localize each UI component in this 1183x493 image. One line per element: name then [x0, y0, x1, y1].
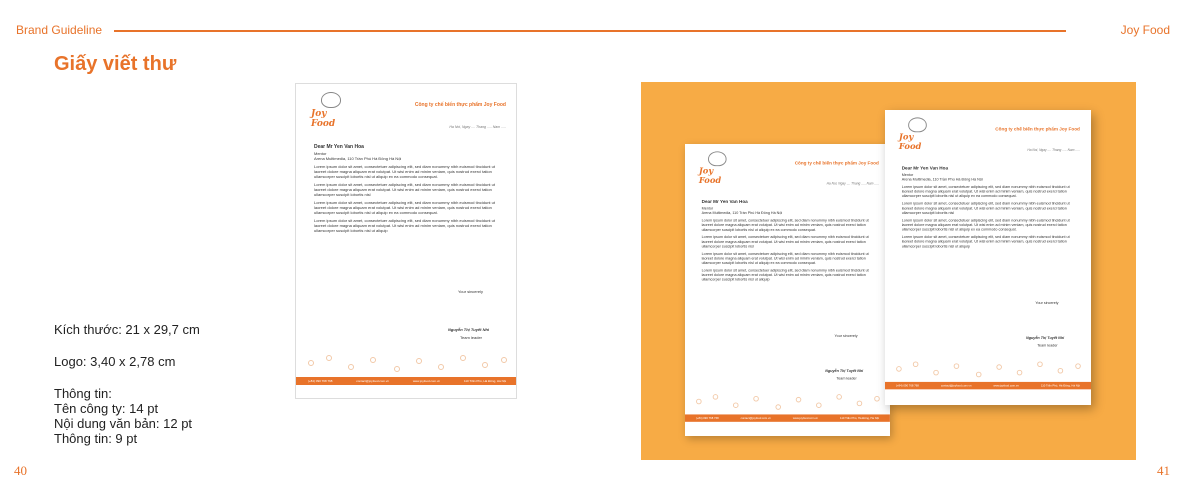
- recipient-role: Mentor: [901, 172, 914, 177]
- letter-body: [702, 199, 877, 281]
- recipient: Dear Mr Yen Van Hoa: [314, 144, 364, 150]
- paragraph-1: Lorem ipsum dolor sit amet, consectetuer adipiscing elit, sed diam nonummy nibh euismod tincidunt ut laoreet dolore magna aliquam erat volutpat. Ut wisi enim ad minim veniam, quis nostrud exerci tation ullamcorper suscipit lobortis nisl ut aliquip ex ea commodo consequat.: [901, 184, 1070, 199]
- chef-face-icon: [321, 92, 341, 108]
- company-name: Công ty chế biến thực phẩm Joy Food: [995, 126, 1080, 133]
- signer-role: Team leader: [836, 375, 857, 381]
- footer-phone: (+84) 090 768 768: [307, 379, 333, 383]
- letter-footer: [885, 382, 1091, 389]
- letterhead-mockup-front: [885, 110, 1091, 405]
- paragraph-3: Lorem ipsum dolor sit amet, consectetuer adipiscing elit, sed diam nonummy nibh euismod tincidunt ut laoreet dolore magna aliquam erat volutpat. Ut wisi enim ad minim veniam, quis nostrud exerci tation ullamcorper suscipit lobortis nisl ut aliquip ex ea commodo consequat.: [314, 200, 495, 215]
- closing: Your sincerely: [834, 333, 858, 338]
- chef-face-icon: [908, 117, 927, 132]
- logo-word: Joy Food: [311, 109, 336, 129]
- footer-address: 110 Trần Phú, Hà Đông, Hà Nội: [1040, 383, 1080, 388]
- recipient: Dear Mr Yen Van Hoa: [701, 199, 748, 205]
- footer-address: 110 Trần Phú, Hà Đông, Hà Nội: [840, 416, 879, 420]
- paragraph-4: Lorem ipsum dolor sit amet, consectetuer adipiscing elit, sed diam nonummy nibh euismod tincidunt ut laoreet dolore magna aliquam erat volutpat. Ut wisi enim ad minim veniam, quis nostrud exerci tation ullamcorper suscipit lobortis nisl ut aliquip: [901, 234, 1070, 249]
- logo-word: Joy Food: [898, 133, 922, 152]
- paragraph-2: Lorem ipsum dolor sit amet, consectetuer adipiscing elit, sed diam nonummy nibh euismod tincidunt ut laoreet dolore magna aliquam erat volutpat. Ut wisi enim ad minim veniam, quis nostrud exerci tation ullamcorper suscipit lobortis nisl: [901, 200, 1070, 215]
- specs: [54, 322, 200, 446]
- footer-email: contact@joyfood.com.vn: [740, 416, 771, 420]
- food-pattern: [885, 359, 1091, 379]
- letterhead-mockup-back: [685, 144, 890, 436]
- letter-footer: [296, 377, 517, 385]
- recipient-role: Mentor: [314, 151, 327, 156]
- food-pattern: [296, 352, 517, 374]
- page-title: Giấy viết thư: [54, 53, 177, 75]
- signer-name: Nguyễn Thị Tuyết Nhi: [448, 327, 490, 332]
- signer-role: Team leader: [1037, 342, 1058, 348]
- footer-web: www.joyfood.com.vn: [792, 416, 819, 420]
- date-line: Ha Noi, Ngay .... Thang ..... Nam .....: [449, 125, 506, 129]
- spec-logo: Logo: 3,40 x 2,78 cm: [54, 354, 176, 369]
- footer-phone: (+84) 090 768 768: [695, 416, 719, 420]
- paragraph-3: Lorem ipsum dolor sit amet, consectetuer adipiscing elit, sed diam nonummy nibh euismod tincidunt ut laoreet dolore magna aliquam erat volutpat. Ut wisi enim ad minim veniam, quis nostrud exerci tation ullamcorper suscipit lobortis nisl ut aliquip ex ea commodo consequat.: [701, 251, 869, 265]
- footer-email: contact@joyfood.com.vn: [356, 379, 390, 383]
- joy-food-logo: [311, 92, 351, 129]
- paragraph-1: Lorem ipsum dolor sit amet, consectetuer adipiscing elit, sed diam nonummy nibh euismod tincidunt ut laoreet dolore magna aliquam erat volutpat. Ut wisi enim ad minim veniam, quis nostrud exerci tation ullamcorper suscipit lobortis nisl ut aliquip ex ea commodo consequat.: [701, 217, 869, 232]
- closing: Your sincerely: [458, 289, 483, 294]
- footer-phone: (+84) 090 768 768: [896, 383, 919, 388]
- page-number-left: 40: [14, 463, 27, 478]
- logo-word: Joy Food: [698, 167, 722, 186]
- food-pattern: [685, 391, 890, 411]
- footer-web: www.joyfood.com.vn: [993, 383, 1019, 388]
- spec-size: Kích thước: 21 x 29,7 cm: [54, 322, 200, 337]
- paragraph-3: Lorem ipsum dolor sit amet, consectetuer adipiscing elit, sed diam nonummy nibh euismod tincidunt ut laoreet dolore magna aliquam erat volutpat. Ut wisi enim ad minim veniam, quis nostrud exerci tation ullamcorper suscipit lobortis nisl ut aliquip ex ea commodo consequat.: [901, 217, 1070, 232]
- page-number-right: 41: [1157, 463, 1170, 478]
- chef-face-icon: [708, 151, 726, 166]
- joy-food-logo: [899, 117, 936, 151]
- letter-body: [902, 166, 1078, 249]
- paragraph-1: Lorem ipsum dolor sit amet, consectetuer adipiscing elit, sed diam nonummy nibh euismod tincidunt ut laoreet dolore magna aliquam erat volutpat. Ut wisi enim ad minim veniam, quis nostrud exerci tation ullamcorper suscipit lobortis nisl ut aliquip ex ea commodo consequat.: [314, 164, 495, 179]
- spec-content-pt: Nội dung văn bản: 12 pt: [54, 416, 193, 431]
- signer-role: Team leader: [460, 335, 483, 340]
- spec-company-pt: Tên công ty: 14 pt: [54, 401, 159, 416]
- paragraph-2: Lorem ipsum dolor sit amet, consectetuer adipiscing elit, sed diam nonummy nibh euismod tincidunt ut laoreet dolore magna aliquam erat volutpat. Ut wisi enim ad minim veniam, quis nostrud exerci tation ullamcorper suscipit lobortis nisl: [701, 234, 869, 249]
- company-name: Công ty chế biến thực phẩm Joy Food: [794, 160, 879, 167]
- joy-food-logo: [699, 151, 736, 185]
- recipient-role: Mentor: [701, 205, 714, 211]
- spec-info-title: Thông tin:: [54, 386, 112, 401]
- signer-name: Nguyễn Thị Tuyết Nhi: [1026, 335, 1065, 341]
- footer-web: www.joyfood.com.vn: [412, 379, 441, 383]
- recipient-address: Arena Multimedia, 110 Trần Phú Hà Đông Hà Nội: [701, 210, 783, 216]
- spec-info-pt: Thông tin: 9 pt: [54, 431, 138, 446]
- paragraph-4: Lorem ipsum dolor sit amet, consectetuer adipiscing elit, sed diam nonummy nibh euismod tincidunt ut laoreet dolore magna aliquam erat volutpat. Ut wisi enim ad minim veniam, quis nostrud exerci tation ullamcorper suscipit lobortis nisl ut aliquip: [314, 218, 495, 233]
- closing: Your sincerely: [1035, 300, 1059, 305]
- header-left: Brand Guideline: [16, 23, 103, 37]
- date-line: Ha Noi, Ngay .... Thang ..... Nam .....: [1027, 148, 1080, 152]
- recipient-address: Arena Multimedia, 110 Trần Phú Hà Đông Hà Nội: [901, 176, 983, 182]
- letterhead-flat: [295, 83, 517, 399]
- header-rule: [114, 30, 1066, 32]
- paragraph-4: Lorem ipsum dolor sit amet, consectetuer adipiscing elit, sed diam nonummy nibh euismod tincidunt ut laoreet dolore magna aliquam erat volutpat. Ut wisi enim ad minim veniam, quis nostrud exerci tation ullamcorper suscipit lobortis nisl ut aliquip: [701, 267, 869, 282]
- signer-name: Nguyễn Thị Tuyết Nhi: [825, 368, 864, 373]
- company-name: Công ty chế biến thực phẩm Joy Food: [414, 102, 506, 108]
- recipient-address: Arena Multimedia, 110 Trần Phú Hà Đông Hà Nội: [314, 156, 402, 161]
- footer-email: contact@joyfood.com.vn: [940, 383, 972, 388]
- footer-address: 110 Trần Phú, Hà Đông, Hà Nội: [463, 379, 507, 383]
- letter-body: [314, 144, 504, 233]
- paragraph-2: Lorem ipsum dolor sit amet, consectetuer adipiscing elit, sed diam nonummy nibh euismod tincidunt ut laoreet dolore magna aliquam erat volutpat. Ut wisi enim ad minim veniam, quis nostrud exerci tation ullamcorper suscipit lobortis nisl: [314, 182, 495, 197]
- header-right: Joy Food: [1120, 23, 1170, 37]
- recipient: Dear Mr Yen Van Hoa: [901, 165, 949, 172]
- letter-footer: [685, 414, 890, 421]
- date-line: Ha Noi, Ngay .... Thang ..... Nam .....: [826, 181, 879, 186]
